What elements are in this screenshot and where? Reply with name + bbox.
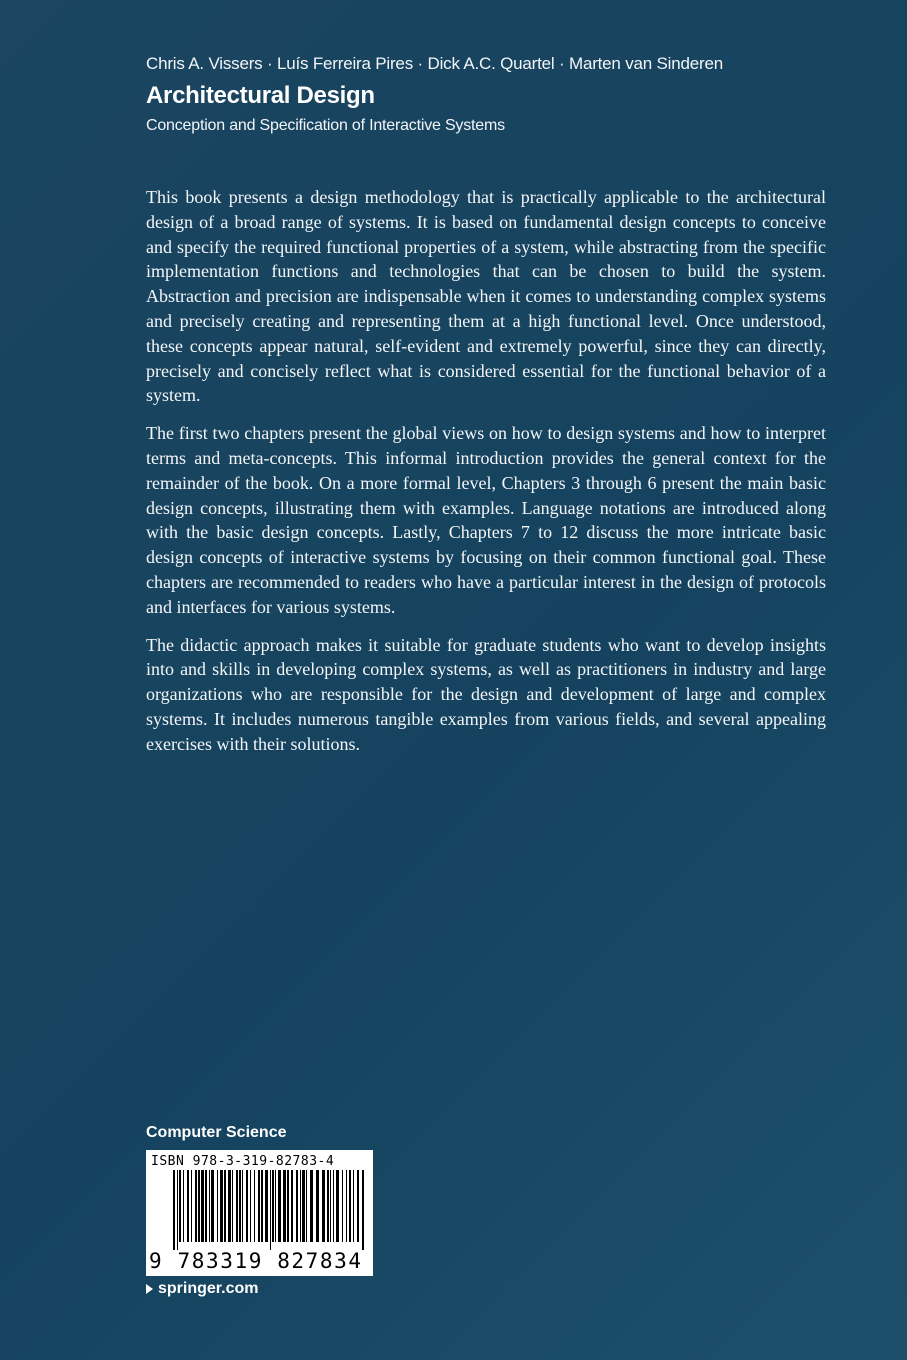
- arrow-right-icon: [146, 1284, 153, 1294]
- website-link[interactable]: [146, 1280, 258, 1298]
- blurb-paragraph: The didactic approach makes it suitable for graduate students who want to develop insights into and skills in developing complex systems, as well as practitioners in industry and large organizations who are responsible for the design and development of large and complex systems. It includes numerous tangible examples from various fields, and several appealing exercises with their solutions.: [146, 634, 826, 754]
- barcode-icon: [151, 1170, 368, 1250]
- website-label: springer.com: [158, 1280, 259, 1297]
- barcode-digits: 9 783319 827834: [149, 1249, 363, 1273]
- blurb: [146, 185, 826, 770]
- blurb-paragraph: The first two chapters present the global views on how to design systems and how to interpret terms and meta-concepts. This informal introduction provides the general context for the remainder of the book. On a more formal level, Chapters 3 through 6 present the main basic design concepts, illustrating them with examples. Language notations are introduced along with the basic design concepts. Lastly, Chapters 7 to 12 discuss the more intricate basic design concepts of interactive systems by focusing on their common functional goal. These chapters are recommended to readers who have a particular interest in the design of protocols and interfaces for various systems.: [146, 423, 826, 617]
- category-label: Computer Science: [146, 1124, 287, 1141]
- barcode-box: [146, 1150, 373, 1276]
- book-title: Architectural Design: [146, 82, 375, 109]
- book-subtitle: Conception and Specification of Interactive Systems: [146, 117, 505, 134]
- blurb-paragraph: This book presents a design methodology that is practically applicable to the architectural design of a broad range of systems. It is based on fundamental design concepts to conceive and specify the required functional properties of a system, while abstracting from the specific implementation functions and technologies that can be chosen to build the system. Abstraction and precision are indispensable when it comes to understanding complex systems and precisely creating and representing them at a high functional level. Once understood, these concepts appear natural, self-evident and extremely powerful, since they can directly, precisely and concisely reflect what is considered essential for the functional behavior of a system.: [146, 187, 826, 406]
- isbn-label: ISBN 978-3-319-82783-4: [151, 1154, 335, 1169]
- authors-line: Chris A. Vissers · Luís Ferreira Pires · Dick A.C. Quartel · Marten van Sinderen: [146, 54, 723, 73]
